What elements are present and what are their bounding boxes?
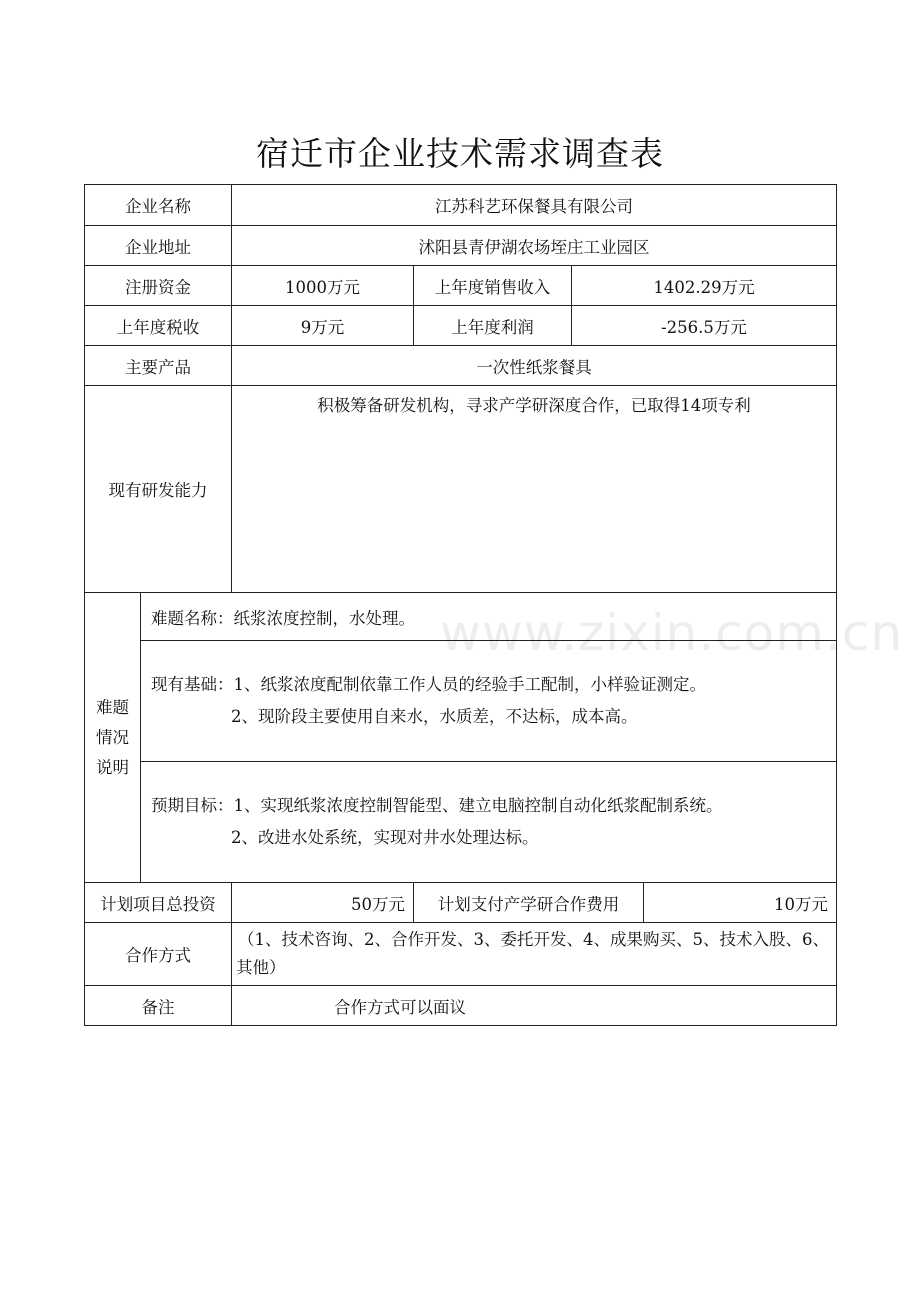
basis-line-2: 2、现阶段主要使用自来水，水质差，不达标，成本高。 [231, 707, 638, 726]
tax-value: 9万元 [232, 306, 414, 346]
sales-value: 1402.29万元 [572, 266, 837, 306]
watermark: www.zixin.com.cn [440, 604, 904, 662]
row-remark [85, 986, 837, 1026]
product-label: 主要产品 [85, 346, 232, 386]
company-value: 江苏科艺环保餐具有限公司 [232, 185, 837, 226]
remark-label: 备注 [85, 986, 232, 1026]
tax-label: 上年度税收 [85, 306, 232, 346]
product-value: 一次性纸浆餐具 [232, 346, 837, 386]
capital-label: 注册资金 [85, 266, 232, 306]
problem-goal [141, 762, 837, 883]
coop-mode-label: 合作方式 [85, 923, 232, 986]
profit-label: 上年度利润 [414, 306, 572, 346]
goal-line-2: 2、改进水处系统，实现对井水处理达标。 [231, 828, 539, 847]
rd-value: 积极筹备研发机构，寻求产学研深度合作，已取得14项专利 [232, 386, 837, 593]
row-problem-name [85, 593, 837, 641]
coop-cost-label: 计划支付产学研合作费用 [414, 883, 644, 923]
basis-line-1: 现有基础：1、纸浆浓度配制依靠工作人员的经验手工配制，小样验证测定。 [151, 675, 706, 694]
problem-label [85, 593, 141, 883]
survey-table [84, 184, 837, 1026]
problem-label-line3: 说明 [96, 757, 129, 777]
row-tax [85, 306, 837, 346]
row-capital [85, 266, 837, 306]
row-coop-mode [85, 923, 837, 986]
problem-basis [141, 641, 837, 762]
row-rd [85, 386, 837, 593]
row-problem-basis [85, 641, 837, 762]
investment-label: 计划项目总投资 [85, 883, 232, 923]
capital-value: 1000万元 [232, 266, 414, 306]
row-address [85, 226, 837, 266]
address-value: 沭阳县青伊湖农场垤庄工业园区 [232, 226, 837, 266]
goal-line-1: 预期目标：1、实现纸浆浓度控制智能型、建立电脑控制自动化纸浆配制系统。 [151, 796, 723, 815]
profit-value: -256.5万元 [572, 306, 837, 346]
coop-mode-value: （1、技术咨询、2、合作开发、3、委托开发、4、成果购买、5、技术入股、6、其他） [232, 923, 837, 986]
rd-label: 现有研发能力 [85, 386, 232, 593]
problem-label-line1: 难题 [96, 697, 129, 717]
page-title: 宿迁市企业技术需求调查表 [256, 134, 664, 173]
remark-value: 合作方式可以面议 [232, 986, 837, 1026]
row-investment [85, 883, 837, 923]
address-label: 企业地址 [85, 226, 232, 266]
investment-value: 50万元 [232, 883, 414, 923]
problem-label-line2: 情况 [96, 727, 129, 747]
sales-label: 上年度销售收入 [414, 266, 572, 306]
company-label: 企业名称 [85, 185, 232, 226]
row-company [85, 185, 837, 226]
problem-name: 难题名称：纸浆浓度控制，水处理。 [141, 593, 837, 641]
row-product [85, 346, 837, 386]
row-problem-goal [85, 762, 837, 883]
coop-cost-value: 10万元 [644, 883, 837, 923]
